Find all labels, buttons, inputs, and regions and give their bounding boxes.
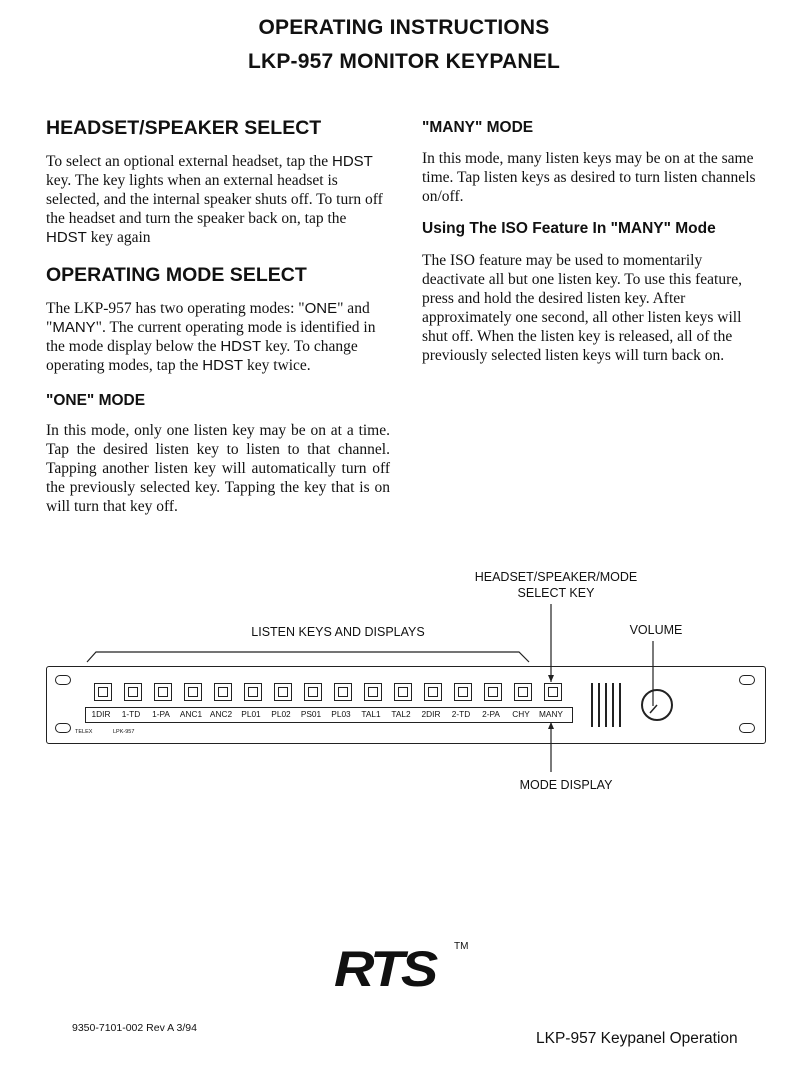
- rts-logo: RTS: [334, 941, 435, 997]
- mount-slot: [55, 675, 71, 685]
- listen-key-1-td[interactable]: [124, 683, 142, 701]
- key-display-label: 2-PA: [482, 709, 500, 719]
- listen-key-tal1[interactable]: [364, 683, 382, 701]
- hdst-select-key[interactable]: [544, 683, 562, 701]
- title-line-1: OPERATING INSTRUCTIONS: [258, 16, 550, 39]
- volume-label: VOLUME: [629, 623, 683, 637]
- opmode-text: The LKP-957 has two operating modes: "ONE" and "MANY". The current operating mode is identified in the mode display below the HDST key. To change operating modes, tap the HDST key twice.: [46, 300, 376, 374]
- key-display-label: PL02: [271, 709, 291, 719]
- one-mode-heading: "ONE" MODE: [46, 392, 146, 409]
- key-display-label: 2DIR: [421, 709, 441, 719]
- hsm-label-1: HEADSET/SPEAKER/MODE: [474, 570, 638, 584]
- key-display-label: ANC2: [209, 709, 233, 719]
- listen-key-1-pa[interactable]: [154, 683, 172, 701]
- key-display-label: 1DIR: [91, 709, 111, 719]
- listen-key-ps01[interactable]: [304, 683, 322, 701]
- listen-keys-bracket: [87, 652, 529, 662]
- keypanel-front: [46, 666, 766, 744]
- listen-key-pl01[interactable]: [244, 683, 262, 701]
- many-mode-text: In this mode, many listen keys may be on at the same time. Tap listen keys as desired to turn listen channels on/off.: [422, 150, 756, 205]
- key-display-label: PL01: [241, 709, 261, 719]
- listen-key-chy[interactable]: [514, 683, 532, 701]
- key-display-label: CHY: [512, 709, 530, 719]
- headset-heading: HEADSET/SPEAKER SELECT: [46, 117, 322, 139]
- key-display-label: TAL2: [391, 709, 411, 719]
- one-mode-text: In this mode, only one listen key may be on at a time. Tap the desired listen key to listen to that channel. Tapping another listen key will automatically turn off the previously selected key. Tapping the key that is on will turn that key off.: [46, 422, 390, 515]
- speaker-grille-slat: [598, 683, 600, 727]
- listen-key-2-td[interactable]: [454, 683, 472, 701]
- hdst-keyword: HDST: [332, 153, 373, 170]
- brand-model: LPK-957: [113, 729, 135, 735]
- listen-key-anc2[interactable]: [214, 683, 232, 701]
- key-display-label: 1-TD: [121, 709, 141, 719]
- key-display-label: TAL1: [361, 709, 381, 719]
- speaker-grille-slat: [612, 683, 614, 727]
- speaker-grille-slat: [605, 683, 607, 727]
- listen-key-tal2[interactable]: [394, 683, 412, 701]
- hdst-keyword: HDST: [220, 338, 262, 355]
- mount-slot: [739, 675, 755, 685]
- listen-key-pl02[interactable]: [274, 683, 292, 701]
- mount-slot: [739, 723, 755, 733]
- volume-knob[interactable]: [641, 689, 673, 721]
- speaker-grille-slat: [591, 683, 593, 727]
- listen-key-2dir[interactable]: [424, 683, 442, 701]
- mode-display-label: MODE DISPLAY: [519, 778, 613, 792]
- hdst-keyword: HDST: [46, 229, 87, 246]
- many-mode-heading: "MANY" MODE: [422, 119, 534, 136]
- speaker-grille-slat: [619, 683, 621, 727]
- title-line-2: LKP-957 MONITOR KEYPANEL: [247, 50, 561, 73]
- key-display-label: 2-TD: [451, 709, 471, 719]
- listen-key-anc1[interactable]: [184, 683, 202, 701]
- hsm-label-2: SELECT KEY: [517, 586, 595, 600]
- iso-heading: Using The ISO Feature In "MANY" Mode: [422, 220, 716, 237]
- iso-text: The ISO feature may be used to momentarily deactivate all but one listen key. To use this feature, press and hold the desired listen key. After approximately one second, all other listen keys will shut off. When the listen key is released, all of the previously selected listen keys will turn back on.: [422, 252, 743, 364]
- one-keyword: ONE: [304, 300, 338, 317]
- mount-slot: [55, 723, 71, 733]
- footer-title: LKP-957 Keypanel Operation: [536, 1030, 738, 1047]
- knob-pointer-icon: [643, 691, 671, 719]
- mode-display-value: MANY: [539, 709, 563, 719]
- key-display-label: ANC1: [179, 709, 203, 719]
- trademark-mark: TM: [454, 941, 469, 952]
- headset-text: To select an optional external headset, tap the HDST key. The key lights when an external headset is selected, and the internal speaker shuts off. To turn off the headset and turn the speaker back on, tap the HDST key again: [46, 153, 383, 246]
- brand-telex: TELEX: [75, 729, 93, 735]
- key-display-strip: [85, 707, 573, 723]
- document-number: 9350-7101-002 Rev A 3/94: [72, 1022, 197, 1034]
- listen-key-pl03[interactable]: [334, 683, 352, 701]
- key-display-label: 1-PA: [152, 709, 170, 719]
- key-display-label: PL03: [331, 709, 351, 719]
- hdst-keyword: HDST: [202, 357, 244, 374]
- listen-keys-label: LISTEN KEYS AND DISPLAYS: [251, 625, 425, 639]
- many-keyword: MANY: [52, 319, 96, 336]
- listen-key-2-pa[interactable]: [484, 683, 502, 701]
- opmode-heading: OPERATING MODE SELECT: [46, 264, 307, 286]
- listen-key-1dir[interactable]: [94, 683, 112, 701]
- key-display-label: PS01: [300, 709, 322, 719]
